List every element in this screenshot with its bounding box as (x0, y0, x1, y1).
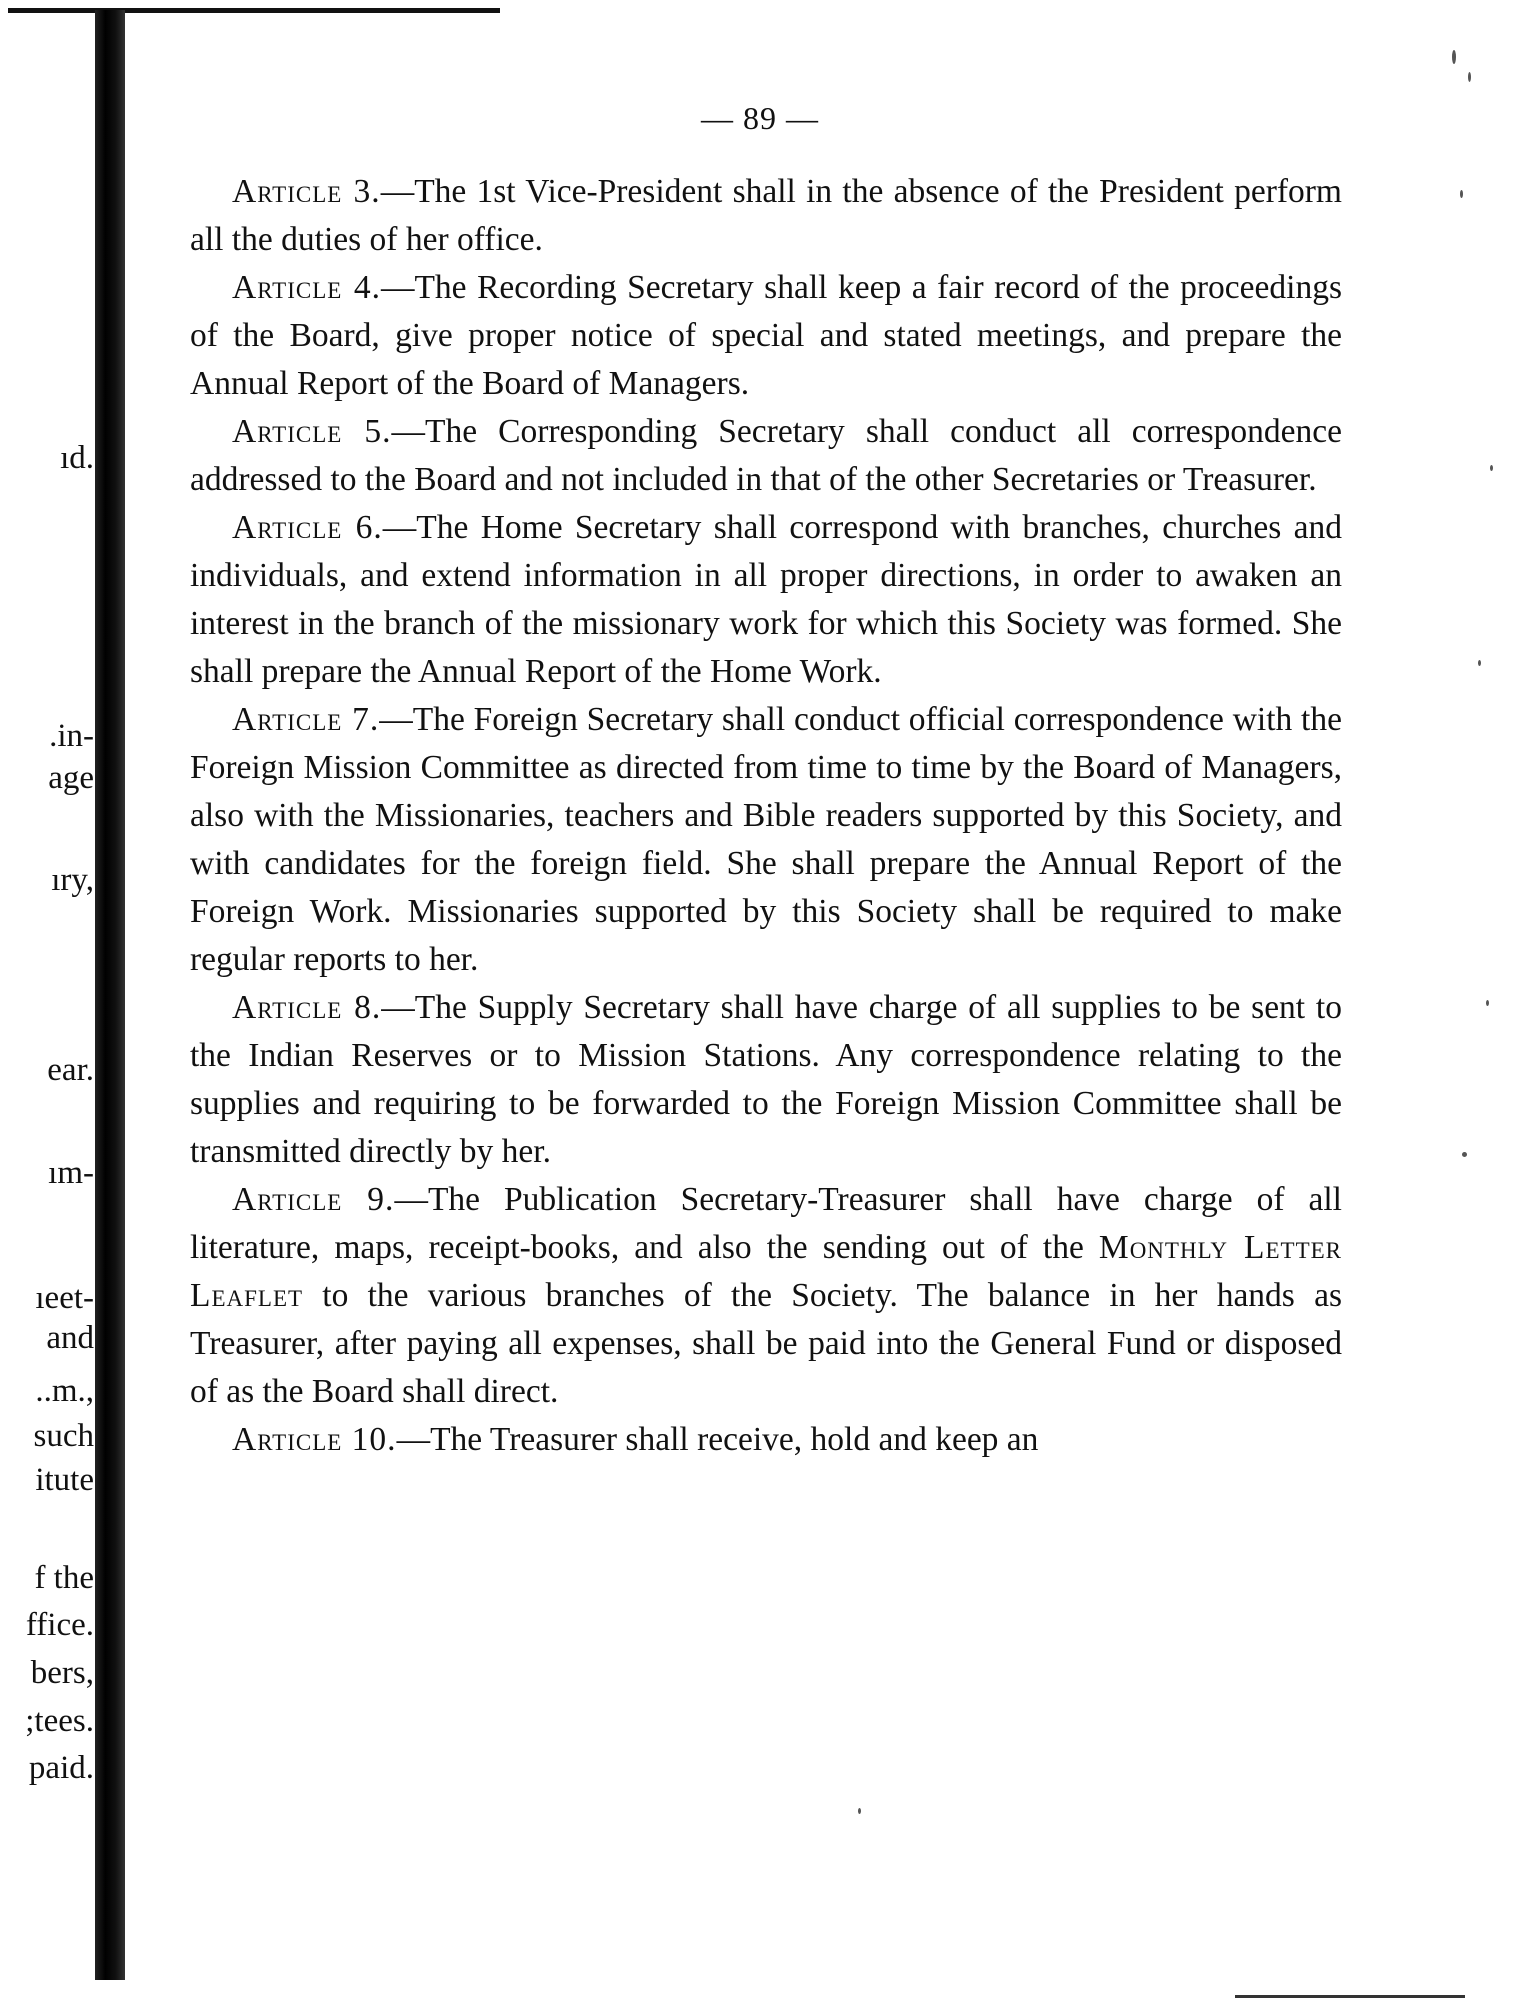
margin-fragment: itute (35, 1462, 94, 1498)
article-4 (190, 264, 1342, 408)
article-label: Article 9. (232, 1181, 395, 1218)
margin-fragment: ıry, (51, 862, 94, 898)
margin-fragment: and (46, 1320, 94, 1356)
scan-speck (1468, 72, 1471, 82)
margin-fragment: ..m., (35, 1373, 94, 1409)
article-text: —The Treasurer shall receive, hold and keep an (396, 1421, 1039, 1458)
scan-speck (858, 1808, 861, 1814)
article-label: Article 10. (232, 1421, 397, 1458)
article-7 (190, 696, 1342, 984)
article-5 (190, 408, 1342, 504)
article-3 (190, 168, 1342, 264)
margin-fragment: ffice. (25, 1607, 94, 1643)
article-6 (190, 504, 1342, 696)
article-label: Article 8. (232, 989, 382, 1026)
left-margin-fragments (0, 0, 95, 2016)
scan-speck (1490, 465, 1493, 471)
margin-fragment: .in- (49, 718, 94, 754)
article-text: —The Supply Secretary shall have charge of all supplies to be sent to the Indian Reserves or to Mission Stations. Any correspondence relating to the supplies and requiring to be forwarded to the Foreign Mission Committee shall be transmitted directly by her. (190, 989, 1342, 1170)
margin-fragment: f the (34, 1560, 94, 1596)
article-label: Article 3. (232, 173, 381, 210)
binding-spine (95, 10, 125, 1980)
article-text: —The Home Secretary shall correspond with branches, churches and individuals, and extend information in all proper directions, in order to awaken an interest in the branch of the missionary work for which this Society was formed. She shall prepare the Annual Report of the Home Work. (190, 509, 1342, 690)
margin-fragment: ım- (48, 1155, 94, 1191)
margin-fragment: ıeet- (35, 1280, 94, 1316)
leaflet-title: Monthly Letter Leaflet (190, 1229, 1343, 1314)
article-text: —The Foreign Secretary shall conduct official correspondence with the Foreign Mission Committee as directed from time to time by the Board of Managers, also with the Missionaries, teachers and Bible readers supported by this Society, and with candidates for the foreign field. She shall prepare the Annual Report of the Foreign Work. Missionaries supported by this Society shall be required to make regular reports to her. (190, 701, 1342, 978)
article-text: —The Publication Secretary-Treasurer shall have charge of all literature, maps, receipt-books, and also the sending out of the (190, 1181, 1342, 1266)
article-text: —The 1st Vice-President shall in the absence of the President perform all the duties of her office. (190, 173, 1342, 258)
article-label: Article 7. (232, 701, 380, 738)
margin-fragment: such (33, 1418, 94, 1454)
article-label: Article 4. (232, 269, 381, 306)
scan-speck (1478, 660, 1481, 666)
article-8 (190, 984, 1342, 1176)
page-number: — 89 — (701, 100, 819, 136)
article-9 (190, 1176, 1342, 1416)
margin-fragment: age (48, 760, 94, 796)
scan-speck (1460, 190, 1463, 198)
margin-fragment: bers, (30, 1655, 94, 1691)
article-label: Article 5. (232, 413, 392, 450)
article-10 (190, 1416, 1342, 1464)
scan-speck (1452, 50, 1456, 64)
article-label: Article 6. (232, 509, 383, 546)
scan-speck (1486, 1000, 1489, 1006)
article-text-continued: to the various branches of the Society. The balance in her hands as Treasurer, after paying all expenses, shall be paid into the General Fund or disposed of as the Board shall direct. (190, 1277, 1342, 1410)
article-text: —The Corresponding Secretary shall conduct all correspondence addressed to the Board and not included in that of the other Secretaries or Treasurer. (190, 413, 1342, 498)
bottom-rule (1235, 1995, 1465, 1998)
text-body (190, 168, 1342, 1464)
margin-fragment: ear. (47, 1052, 94, 1088)
article-text: —The Recording Secretary shall keep a fair record of the proceedings of the Board, give proper notice of special and stated meetings, and prepare the Annual Report of the Board of Managers. (190, 269, 1342, 402)
scan-speck (1462, 1152, 1467, 1157)
margin-fragment: paid. (28, 1750, 94, 1786)
margin-fragment: ıd. (60, 440, 94, 476)
margin-fragment: ;tees. (25, 1703, 94, 1739)
